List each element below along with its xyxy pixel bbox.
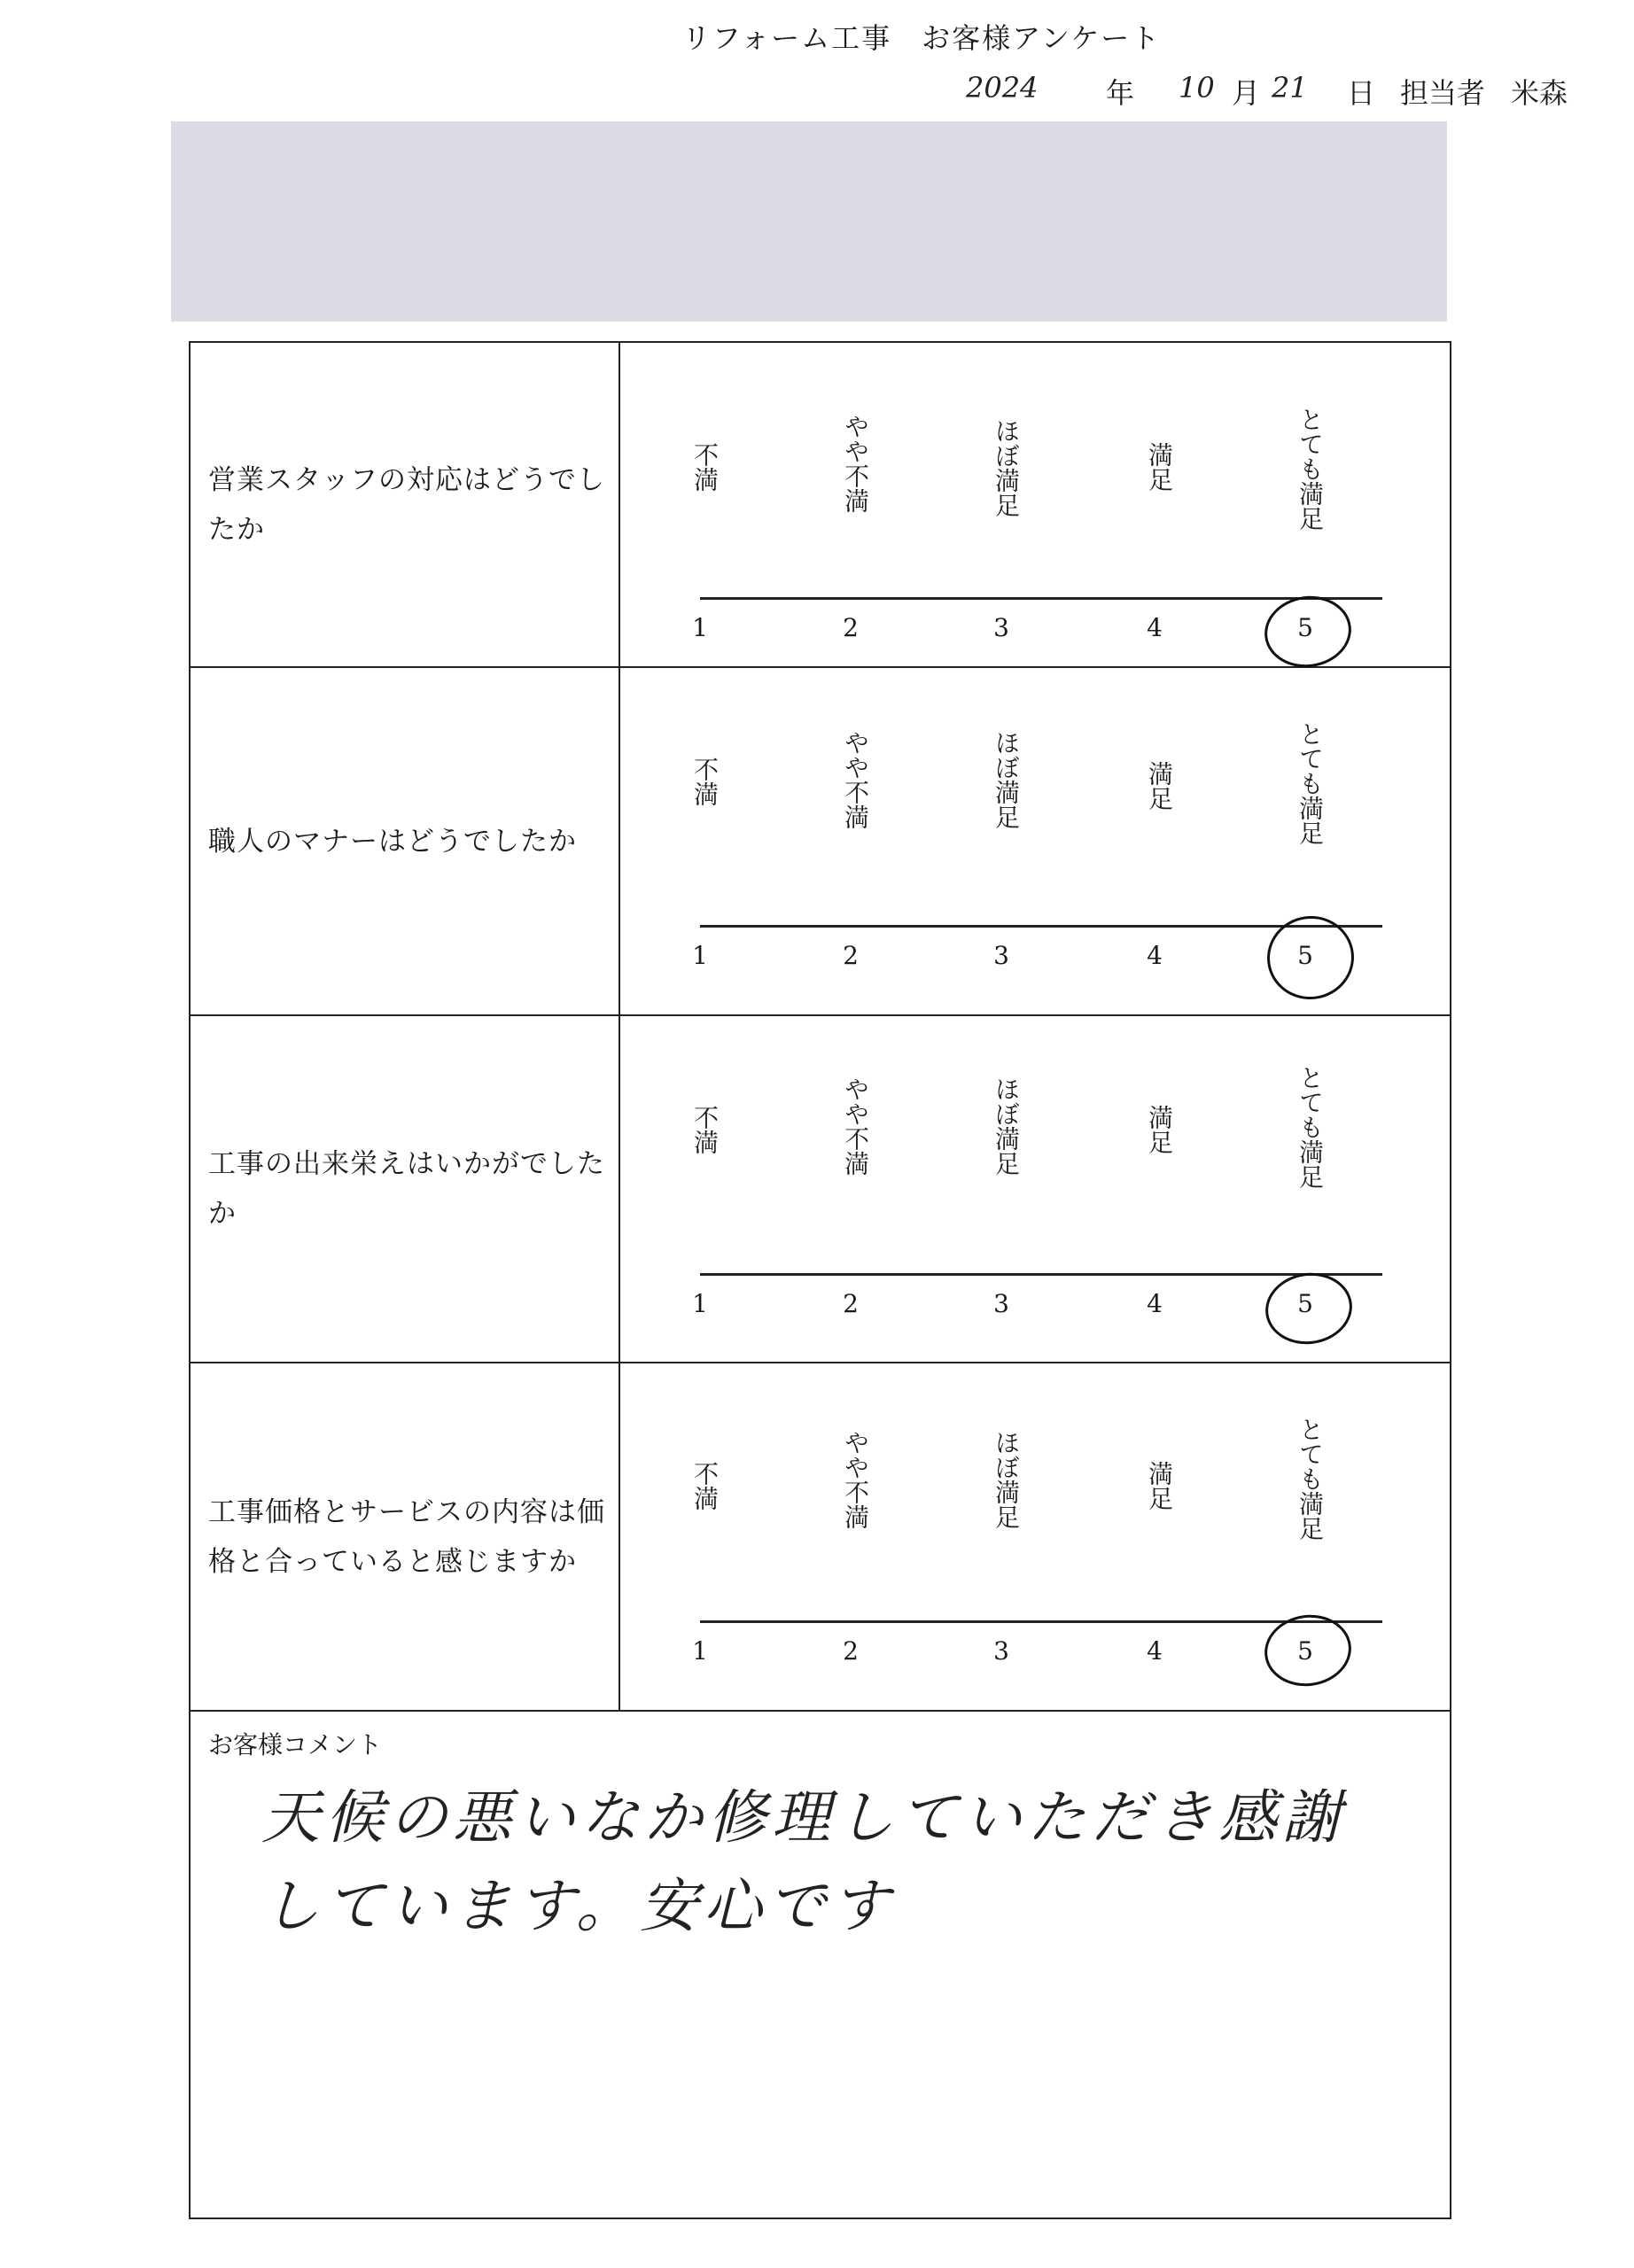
redacted-customer-area	[171, 121, 1447, 322]
scale-label-3: ほぼ満足	[992, 418, 1021, 517]
scale-label-3: ほぼ満足	[992, 1430, 1021, 1529]
scale-label-3: ほぼ満足	[992, 730, 1021, 829]
scale-axis	[700, 1273, 1382, 1276]
selected-rating-circle	[1260, 591, 1356, 673]
survey-title: リフォーム工事 お客様アンケート	[681, 21, 1162, 55]
scale-number-1: 1	[692, 1636, 708, 1666]
scale-number-5: 5	[1297, 613, 1313, 642]
scale-number-3: 3	[993, 941, 1009, 970]
day-label: 日	[1347, 76, 1376, 110]
question-cell	[191, 1016, 620, 1362]
staff-name: 米森	[1511, 76, 1568, 110]
question-text: 職人のマナーはどうでしたか	[208, 825, 577, 858]
scale-number-1: 1	[692, 613, 708, 642]
scale-number-3: 3	[993, 1289, 1009, 1318]
question-cell	[191, 668, 620, 1014]
scale-label-4: 満足	[1145, 442, 1174, 492]
scale-label-4: 満足	[1145, 1105, 1174, 1154]
rating-scale	[620, 343, 1450, 666]
scale-axis	[700, 1620, 1382, 1623]
rating-scale	[620, 668, 1450, 1014]
scale-number-4: 4	[1147, 1636, 1163, 1666]
question-text: 営業スタッフの対応はどうでしたか	[208, 463, 605, 546]
question-row	[191, 1016, 1450, 1363]
question-row	[191, 668, 1450, 1016]
scale-label-1: 不満	[690, 1461, 720, 1511]
scale-number-2: 2	[843, 941, 859, 970]
scale-number-1: 1	[692, 1289, 708, 1318]
scale-number-4: 4	[1147, 613, 1163, 642]
scale-number-2: 2	[843, 1636, 859, 1666]
day-value: 21	[1272, 71, 1308, 105]
scale-label-2: やや不満	[841, 1076, 870, 1176]
month-label: 月	[1232, 76, 1261, 110]
scale-label-3: ほぼ満足	[992, 1076, 1021, 1176]
scale-number-5: 5	[1297, 941, 1313, 970]
comment-section	[191, 1712, 1450, 2218]
scale-label-1: 不満	[690, 757, 720, 806]
scale-number-1: 1	[692, 941, 708, 970]
comment-label: お客様コメント	[208, 1730, 383, 1759]
scale-label-5: とても満足	[1296, 407, 1325, 531]
scale-label-1: 不満	[690, 1105, 720, 1154]
question-text: 工事価格とサービスの内容は価格と合っていると感じますか	[208, 1495, 605, 1578]
comment-line-1: 天候の悪いなか修理していただき感謝	[261, 1783, 1346, 1852]
scale-label-5: とても満足	[1296, 1065, 1325, 1189]
question-row	[191, 1363, 1450, 1712]
year-label: 年	[1106, 76, 1135, 110]
question-row	[191, 343, 1450, 668]
scale-label-4: 満足	[1145, 761, 1174, 811]
date-staff-line	[966, 64, 1622, 117]
scale-label-2: やや不満	[841, 1430, 870, 1529]
staff-label: 担当者	[1400, 76, 1486, 110]
scale-label-2: やや不満	[841, 730, 870, 829]
scale-number-4: 4	[1147, 1289, 1163, 1318]
scale-number-5: 5	[1297, 1636, 1313, 1666]
selected-rating-circle	[1261, 1268, 1357, 1350]
scale-label-2: やや不満	[841, 414, 870, 513]
scale-number-2: 2	[843, 1289, 859, 1318]
question-cell	[191, 1363, 620, 1710]
scale-number-3: 3	[993, 613, 1009, 642]
survey-table	[189, 341, 1451, 2219]
scale-label-5: とても満足	[1296, 1417, 1325, 1541]
scale-number-5: 5	[1297, 1289, 1313, 1318]
year-value: 2024	[966, 71, 1039, 105]
rating-scale	[620, 1016, 1450, 1362]
scale-number-3: 3	[993, 1636, 1009, 1666]
rating-scale	[620, 1363, 1450, 1710]
scale-number-4: 4	[1147, 941, 1163, 970]
question-cell	[191, 343, 620, 666]
question-text: 工事の出来栄えはいかがでしたか	[208, 1148, 605, 1230]
scale-label-4: 満足	[1145, 1461, 1174, 1511]
scale-number-2: 2	[843, 613, 859, 642]
scale-label-5: とても満足	[1296, 721, 1325, 845]
month-value: 10	[1179, 71, 1215, 105]
comment-line-2: しています。安心です	[261, 1872, 895, 1940]
comment-text	[261, 1774, 1414, 1951]
scale-axis	[700, 597, 1382, 600]
scale-label-1: 不満	[690, 442, 720, 492]
